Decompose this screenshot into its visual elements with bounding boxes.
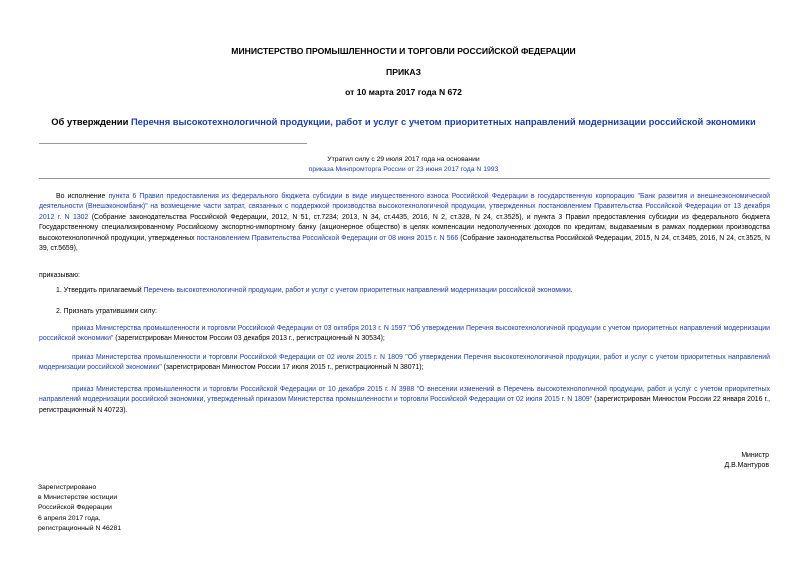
item-2: 2. Признать утратившими силу: bbox=[56, 308, 157, 315]
registration-line: в Министерстве юстиции bbox=[38, 494, 118, 502]
repealed-text: (зарегистрирован Минюстом России 17 июля 2015 г., регистрационный N 38071); bbox=[161, 364, 424, 372]
item-1-link[interactable]: Перечень высокотехнологичной продукции, работ и услуг с учетом приоритетных направлений модернизации российской экономики bbox=[143, 287, 571, 294]
item-1-text: 1. Утвердить прилагаемый bbox=[56, 287, 144, 294]
registration-line: 6 апреля 2017 года, bbox=[38, 514, 101, 522]
document-date-number: от 10 марта 2017 года N 672 bbox=[345, 87, 462, 97]
document-title bbox=[0, 116, 807, 127]
repealed-link[interactable]: приказ Министерства промышленности и торговли Российской Федерации от 03 октября 2013 г. N 1597 "Об утверждении Перечня высокотехнологичной продукции с учетом приоритетных направлений модернизации российской экономики" bbox=[39, 325, 770, 343]
preamble-text-3: (Собрание законодательства Российской Федерации, 2015, N 24, ст.3485, 2016, N 24, ст.3525, N 39, ст.5659), bbox=[39, 234, 770, 253]
repealed-link[interactable]: приказ Министерства промышленности и торговли Российской Федерации от 10 декабря 2015 г. N 3988 "О внесении изменений в Перечень высокотехнологичной продукции, работ и услуг с учетом приоритетных направлений модернизации российской экономики, утвержденный приказом Министерства промышленности и торговли Российской Федерации от 02 июля 2015 г. N 1809" bbox=[39, 386, 770, 404]
repealed-item bbox=[39, 324, 770, 345]
signatory-position: Министр bbox=[741, 452, 769, 459]
order-word: приказываю: bbox=[39, 272, 80, 279]
separator-top bbox=[39, 143, 307, 144]
item-1 bbox=[56, 286, 573, 296]
title-prefix: Об утверждении bbox=[51, 116, 131, 127]
repealed-text: (зарегистрирован Минюстом России 03 декабря 2013 г., регистрационный N 30534); bbox=[113, 335, 385, 343]
registration-line: регистрационный N 46281 bbox=[38, 524, 122, 532]
repealed-item bbox=[39, 385, 770, 416]
revocation-link[interactable]: приказа Минпромторга России от 23 июня 2017 года N 1993 bbox=[308, 166, 499, 173]
ministry-heading: МИНИСТЕРСТВО ПРОМЫШЛЕННОСТИ И ТОРГОВЛИ РОССИЙСКОЙ ФЕДЕРАЦИИ bbox=[231, 46, 576, 56]
item-1-end: . bbox=[570, 287, 573, 294]
signatory-name: Д.В.Мантуров bbox=[724, 462, 769, 469]
registration-line: Зарегистрировано bbox=[38, 484, 97, 491]
preamble-link-1[interactable]: пункта 6 Правил предоставления из федерального бюджета субсидии в виде имущественного взноса Российской Федерации в государственную корпорацию "Банк развития и внешнеэкономической деятельности (Внешэкономбанк)" на возмещение части затрат, связанных с поддержкой производства высокотехнологичной продукции, утвержденных постановлением Правительства Российской Федерации от 13 декабря 2012 г. N 1302 bbox=[39, 193, 771, 221]
preamble-text-1: Во исполнение bbox=[56, 193, 109, 200]
revocation-note: Утратил силу с 29 июля 2017 года на основании bbox=[327, 156, 480, 163]
document-type: ПРИКАЗ bbox=[386, 67, 421, 77]
repealed-link[interactable]: приказ Министерства промышленности и торговли Российской Федерации от 02 июля 2015 г. N 1809 "Об утверждении Перечня высокотехнологичной продукции, работ и услуг с учетом приоритетных направлений модернизации российской экономики" bbox=[39, 354, 770, 372]
preamble-link-2[interactable]: постановлением Правительства Российской Федерации от 08 июня 2015 г. N 566 bbox=[196, 234, 459, 242]
preamble-text-2: (Собрание законодательства Российской Федерации, 2012, N 51, ст.7234; 2013, N 34, ст.4435, 2016, N 2, ст.328, N 24, ст.3525), и пункта 3 Правил предоставления субсидии из федерального бюджета Государственному специализированному Российскому экспортно-импортному банку (акционерное общество) в целях компенсации недополученных доходов по кредитам, выдаваемым в рамках поддержки производства высокотехнологичной продукции, утвержденных bbox=[39, 213, 770, 242]
title-link[interactable]: Перечня высокотехнологичной продукции, работ и услуг с учетом приоритетных направлений модернизации российской экономики bbox=[130, 116, 756, 127]
preamble-paragraph bbox=[39, 192, 770, 254]
repealed-item bbox=[39, 353, 770, 374]
repealed-text: (зарегистрирован Минюстом России 22 января 2016 г., регистрационный N 40723). bbox=[39, 396, 770, 414]
registration-line: Российской Федерации bbox=[38, 504, 112, 512]
separator-bottom bbox=[39, 178, 770, 179]
